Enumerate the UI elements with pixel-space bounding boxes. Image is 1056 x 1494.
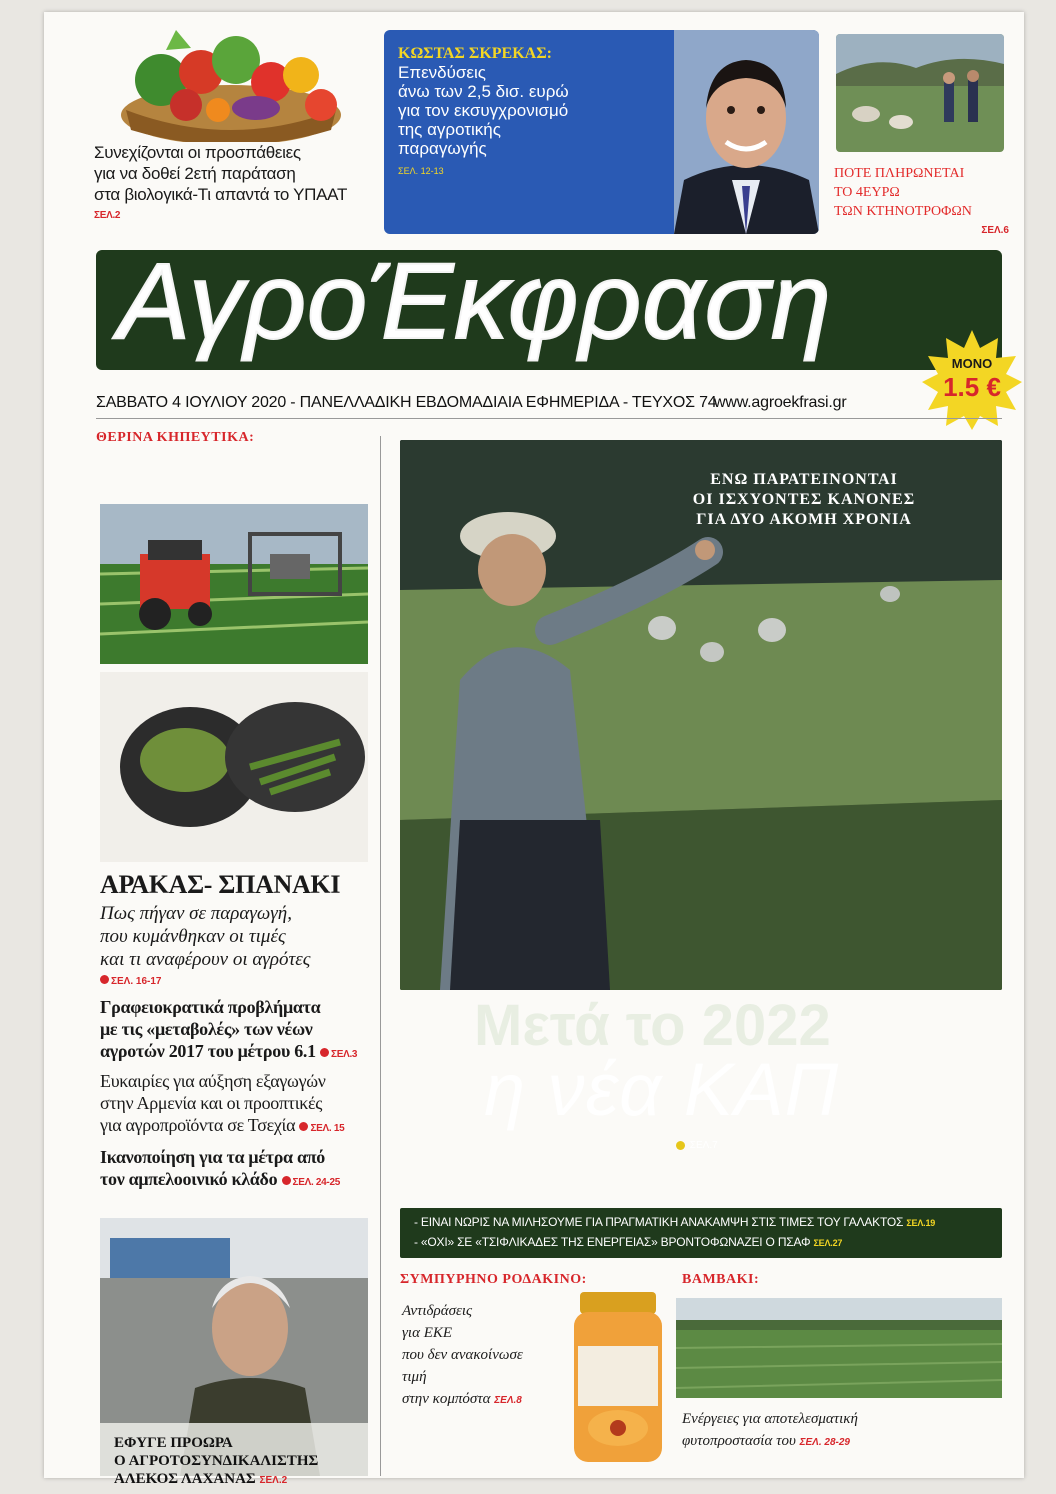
story-headline: ΑΡΑΚΑΣ- ΣΠΑΝΑΚΙ	[100, 870, 341, 899]
box-line: για τον εκσυγχρονισμό	[398, 101, 569, 120]
page-reference: ΣΕΛ.7	[689, 1140, 718, 1151]
brief-line: με τις «μεταβολές» των νέων	[100, 1019, 313, 1039]
teaser-line: για να δοθεί 2ετή παράταση	[94, 164, 296, 183]
teaser-line: ΤΟ 4ΕΥΡΩ	[834, 185, 900, 200]
page-reference: ΣΕΛ. 24-25	[292, 1177, 340, 1188]
livestock-farm-image	[836, 34, 1004, 152]
caption-line: ΑΛΕΚΟΣ ΛΑΧΑΝΑΣ	[114, 1471, 256, 1487]
box-line: άνω των 2,5 δισ. ευρώ	[398, 82, 569, 101]
news-strip	[400, 1208, 1002, 1258]
brief-line: τον αμπελοοινικό κλάδο	[100, 1169, 278, 1189]
price-value: 1.5 €	[943, 372, 1001, 402]
story-line: Αντιδράσεις	[402, 1303, 473, 1319]
story-line: και τι αναφέρουν οι αγρότες	[100, 949, 311, 970]
story-line: που δεν ανακοίνωσε	[402, 1347, 523, 1363]
brief-line: Ευκαιρίες για αύξηση εξαγωγών	[100, 1071, 326, 1091]
bullet-icon	[676, 1141, 685, 1150]
bullet-icon	[282, 1176, 291, 1185]
peas-spinach-story[interactable]	[100, 870, 380, 989]
newspaper-front-page	[44, 12, 1024, 1487]
feature-kicker	[604, 470, 1004, 530]
story-line: στην κομπόστα	[402, 1391, 491, 1407]
bullet-icon	[100, 975, 109, 984]
bullet-icon	[299, 1122, 308, 1131]
brief-line: στην Αρμενία και οι προοπτικές	[100, 1093, 323, 1113]
brief-line: Γραφειοκρατικά προβλήματα	[100, 997, 321, 1017]
cotton-field-image	[676, 1298, 1002, 1398]
story-line: Πως πήγαν σε παραγωγή,	[100, 903, 292, 924]
box-line: παραγωγής	[398, 139, 487, 158]
obituary-caption[interactable]	[114, 1434, 318, 1490]
section-label: ΘΕΡΙΝΑ ΚΗΠΕΥΤΙΚΑ:	[96, 430, 255, 445]
peach-story[interactable]	[400, 1272, 670, 1472]
brief-line: αγροτών 2017 του μέτρου 6.1	[100, 1041, 316, 1061]
organic-extension-teaser[interactable]	[94, 142, 404, 226]
story-line: Ενέργειες για αποτελεσματική	[682, 1411, 858, 1427]
box-line: της αγροτικής	[398, 120, 501, 139]
interviewee-name: ΚΩΣΤΑΣ ΣΚΡΕΚΑΣ:	[398, 45, 552, 62]
teaser-line: Συνεχίζονται οι προσπάθειες	[94, 143, 301, 162]
issue-info: ΣΑΒΒΑΤΟ 4 ΙΟΥΛΙΟΥ 2020 - ΠΑΝΕΛΛΑΔΙΚΗ ΕΒΔΟΜΑΔΙΑΙΑ ΕΦΗΜΕΡΙΔΑ - ΤΕΥΧΟΣ 74	[96, 394, 717, 411]
young-farmers-brief[interactable]	[100, 996, 390, 1066]
page-reference: ΣΕΛ.19	[906, 1218, 936, 1228]
strip-item-milk[interactable]	[414, 1213, 988, 1233]
caption-line: ΕΦΥΓΕ ΠΡΟΩΡΑ	[114, 1435, 233, 1451]
wine-sector-brief[interactable]	[100, 1146, 390, 1194]
peas-spinach-image	[100, 672, 368, 862]
tractor-field-image	[100, 464, 368, 664]
page-reference: ΣΕΛ. 15	[310, 1123, 345, 1134]
teaser-line: ΠΟΤΕ ΠΛΗΡΩΝΕΤΑΙ	[834, 166, 965, 181]
page-reference: ΣΕΛ.6	[981, 225, 1009, 236]
masthead	[96, 250, 1002, 370]
exports-brief[interactable]	[100, 1070, 390, 1140]
story-line: για ΕΚΕ	[402, 1325, 453, 1341]
page-reference: ΣΕΛ. 28-29	[799, 1437, 850, 1448]
feature-page-ref	[676, 1140, 718, 1151]
bullet-icon	[320, 1048, 329, 1057]
page-reference: ΣΕΛ.27	[813, 1238, 843, 1248]
dateline	[96, 394, 976, 412]
newspaper-title: ΑγροΈκφραση	[118, 250, 832, 361]
minister-portrait-image	[674, 30, 819, 234]
skrekas-interview-box[interactable]	[384, 30, 819, 234]
caption-line: Ο ΑΓΡΟΤΟΣΥΝΔΙΚΑΛΙΣΤΗΣ	[114, 1453, 319, 1469]
feature-headline-line1[interactable]: Μετά το 2022	[474, 993, 831, 1058]
strip-text: - «ΟΧΙ» ΣΕ «ΤΣΙΦΛΙΚΑΔΕΣ ΤΗΣ ΕΝΕΡΓΕΙΑΣ» ΒΡΟΝΤΟΦΩΝΑΖΕΙ Ο ΠΣΑΦ	[414, 1235, 811, 1249]
section-label: ΒΑΜΒΑΚΙ:	[682, 1272, 760, 1287]
page-reference: ΣΕΛ.3	[331, 1049, 358, 1060]
section-label: ΣΥΜΠΥΡΗΝΟ ΡΟΔΑΚΙΝΟ:	[400, 1272, 587, 1287]
divider	[96, 418, 1002, 419]
strip-text: - ΕΙΝΑΙ ΝΩΡΙΣ ΝΑ ΜΙΛΗΣΟΥΜΕ ΓΙΑ ΠΡΑΓΜΑΤΙΚΗ ΑΝΑΚΑΜΨΗ ΣΤΙΣ ΤΙΜΕΣ ΤΟΥ ΓΑΛΑΚΤΟΣ	[414, 1215, 904, 1229]
page-reference: ΣΕΛ. 12-13	[398, 166, 444, 176]
column-divider	[380, 436, 381, 1476]
box-line: Επενδύσεις	[398, 63, 486, 82]
story-line: φυτοπροστασία του	[682, 1433, 796, 1449]
kicker-line: ΓΙΑ ΔΥΟ ΑΚΟΜΗ ΧΡΟΝΙΑ	[696, 511, 912, 528]
website-link[interactable]: www.agroekfrasi.gr	[714, 394, 847, 411]
livestock-payment-teaser[interactable]	[834, 164, 1009, 240]
teaser-line: στα βιολογικά-Τι απαντά το ΥΠΑΑΤ	[94, 185, 348, 204]
cotton-story[interactable]	[676, 1272, 1002, 1472]
page-reference: ΣΕΛ. 16-17	[111, 976, 162, 987]
price-label: ΜΟΝΟ	[951, 356, 993, 371]
page-reference: ΣΕΛ.8	[494, 1395, 522, 1406]
story-line: που κυμάνθηκαν οι τιμές	[100, 926, 286, 947]
vegetable-basket-image	[106, 20, 356, 142]
strip-item-psaf[interactable]	[414, 1233, 988, 1253]
peach-compote-jar-image	[570, 1286, 666, 1466]
price-badge	[922, 330, 1022, 430]
brief-line: Ικανοποίηση για τα μέτρα από	[100, 1147, 326, 1167]
kicker-line: ΟΙ ΙΣΧΥΟΝΤΕΣ ΚΑΝΟΝΕΣ	[692, 491, 916, 508]
story-line: τιμή	[402, 1369, 427, 1385]
feature-headline-line2[interactable]: η νέα ΚΑΠ	[484, 1048, 840, 1131]
teaser-line: ΤΩΝ ΚΤΗΝΟΤΡΟΦΩΝ	[834, 204, 972, 219]
page-reference: ΣΕΛ.2	[259, 1475, 288, 1486]
brief-line: για αγροπροϊόντα σε Τσεχία	[100, 1115, 296, 1135]
kicker-line: ΕΝΩ ΠΑΡΑΤΕΙΝΟΝΤΑΙ	[710, 471, 898, 488]
page-reference: ΣΕΛ.2	[94, 210, 121, 221]
